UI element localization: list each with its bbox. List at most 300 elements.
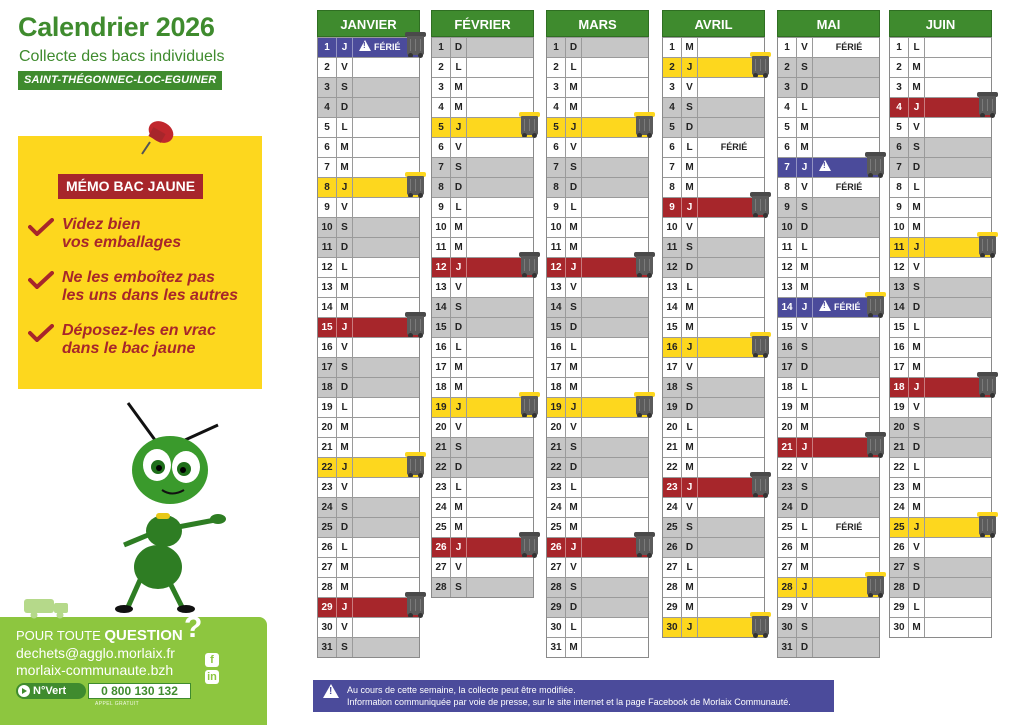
day-number: 16 xyxy=(432,338,451,357)
month-march xyxy=(546,10,649,658)
day-row xyxy=(890,77,991,97)
day-row xyxy=(778,297,879,317)
day-number: 7 xyxy=(778,158,797,177)
day-number: 17 xyxy=(318,358,337,377)
day-note xyxy=(813,538,879,557)
day-letter: L xyxy=(682,278,698,297)
day-note xyxy=(582,178,648,197)
day-number: 5 xyxy=(547,118,566,137)
day-row xyxy=(318,637,419,657)
day-letter: L xyxy=(337,118,353,137)
day-number: 2 xyxy=(778,58,797,77)
day-letter: V xyxy=(682,358,698,377)
day-note xyxy=(925,58,991,77)
day-letter: M xyxy=(451,98,467,117)
day-number: 24 xyxy=(432,498,451,517)
day-letter: V xyxy=(682,498,698,517)
day-number: 16 xyxy=(890,338,909,357)
day-number: 2 xyxy=(432,58,451,77)
day-note xyxy=(582,198,648,217)
day-number: 12 xyxy=(547,258,566,277)
day-letter: V xyxy=(337,478,353,497)
day-number: 1 xyxy=(432,38,451,57)
day-row xyxy=(432,517,533,537)
linkedin-icon[interactable]: in xyxy=(205,670,219,684)
day-number: 4 xyxy=(547,98,566,117)
contact-website[interactable]: morlaix-communaute.bzh xyxy=(16,662,174,678)
day-row xyxy=(778,637,879,657)
day-letter: V xyxy=(566,558,582,577)
day-letter: J xyxy=(682,478,698,497)
day-number: 8 xyxy=(890,178,909,197)
day-row xyxy=(318,477,419,497)
day-row xyxy=(778,217,879,237)
day-letter: V xyxy=(451,418,467,437)
day-note xyxy=(467,38,533,57)
day-letter: S xyxy=(566,578,582,597)
day-number: 10 xyxy=(547,218,566,237)
day-note xyxy=(467,198,533,217)
day-number: 11 xyxy=(318,238,337,257)
day-row xyxy=(778,277,879,297)
day-note xyxy=(582,58,648,77)
day-letter: M xyxy=(909,198,925,217)
day-row xyxy=(432,377,533,397)
day-number: 27 xyxy=(890,558,909,577)
day-letter: L xyxy=(451,478,467,497)
day-row xyxy=(663,497,764,517)
day-number: 30 xyxy=(778,618,797,637)
day-letter: L xyxy=(682,138,698,157)
day-number: 29 xyxy=(318,598,337,617)
day-row xyxy=(778,137,879,157)
day-letter: J xyxy=(909,518,925,537)
day-row xyxy=(318,257,419,277)
month-header: MARS xyxy=(546,10,649,37)
day-number: 27 xyxy=(318,558,337,577)
day-row xyxy=(663,257,764,277)
day-letter: J xyxy=(451,118,467,137)
day-note xyxy=(353,558,419,577)
day-letter: J xyxy=(566,398,582,417)
day-number: 23 xyxy=(547,478,566,497)
day-number: 2 xyxy=(663,58,682,77)
day-number: 6 xyxy=(318,138,337,157)
day-row xyxy=(663,277,764,297)
day-letter: V xyxy=(566,418,582,437)
day-letter: D xyxy=(909,438,925,457)
day-note xyxy=(582,278,648,297)
day-letter: M xyxy=(909,78,925,97)
day-letter: M xyxy=(909,498,925,517)
day-row xyxy=(547,357,648,377)
holiday-label: FÉRIÉ xyxy=(834,302,861,312)
day-number: 15 xyxy=(318,318,337,337)
day-letter: D xyxy=(909,578,925,597)
day-number: 18 xyxy=(547,378,566,397)
day-number: 14 xyxy=(318,298,337,317)
day-number: 7 xyxy=(432,158,451,177)
day-note xyxy=(467,458,533,477)
bin-icon xyxy=(866,152,885,177)
day-row xyxy=(663,537,764,557)
day-number: 29 xyxy=(663,598,682,617)
day-number: 17 xyxy=(432,358,451,377)
day-letter: L xyxy=(451,58,467,77)
day-number: 11 xyxy=(432,238,451,257)
day-row xyxy=(318,457,419,477)
day-letter: M xyxy=(451,238,467,257)
day-row xyxy=(778,77,879,97)
day-row xyxy=(432,117,533,137)
day-number: 2 xyxy=(318,58,337,77)
day-number: 24 xyxy=(778,498,797,517)
day-letter: D xyxy=(566,318,582,337)
day-letter: S xyxy=(909,278,925,297)
day-letter: M xyxy=(337,278,353,297)
day-number: 20 xyxy=(432,418,451,437)
day-number: 16 xyxy=(778,338,797,357)
day-number: 10 xyxy=(663,218,682,237)
day-row xyxy=(547,497,648,517)
day-letter: M xyxy=(337,158,353,177)
day-row xyxy=(890,217,991,237)
day-row xyxy=(432,177,533,197)
day-letter: V xyxy=(451,558,467,577)
day-letter: L xyxy=(451,338,467,357)
day-letter: L xyxy=(682,418,698,437)
day-letter: M xyxy=(566,378,582,397)
day-row xyxy=(432,277,533,297)
day-letter: M xyxy=(337,438,353,457)
day-row xyxy=(432,157,533,177)
day-letter: M xyxy=(337,418,353,437)
day-letter: J xyxy=(337,178,353,197)
day-note xyxy=(467,498,533,517)
day-row xyxy=(778,557,879,577)
day-letter: M xyxy=(797,138,813,157)
day-number: 1 xyxy=(778,38,797,57)
phone-number[interactable]: 0 800 130 132 xyxy=(88,683,191,699)
day-row xyxy=(663,397,764,417)
day-letter: L xyxy=(682,558,698,577)
day-note xyxy=(698,238,764,257)
day-row xyxy=(318,577,419,597)
day-letter: L xyxy=(566,338,582,357)
warning-icon xyxy=(819,160,831,171)
bin-icon xyxy=(978,372,997,397)
day-letter: L xyxy=(451,198,467,217)
bin-icon xyxy=(406,32,425,57)
day-number: 9 xyxy=(547,198,566,217)
day-row xyxy=(890,97,991,117)
day-note xyxy=(698,498,764,517)
day-row xyxy=(432,397,533,417)
day-letter: S xyxy=(337,358,353,377)
bin-icon xyxy=(635,112,654,137)
day-letter: M xyxy=(451,358,467,377)
day-note xyxy=(353,358,419,377)
day-letter: S xyxy=(451,298,467,317)
day-row xyxy=(318,597,419,617)
day-letter: D xyxy=(682,258,698,277)
day-note xyxy=(925,38,991,57)
day-letter: V xyxy=(797,318,813,337)
day-row xyxy=(318,537,419,557)
bin-icon xyxy=(635,252,654,277)
day-number: 13 xyxy=(663,278,682,297)
day-letter: J xyxy=(797,578,813,597)
day-row xyxy=(663,157,764,177)
day-number: 26 xyxy=(547,538,566,557)
day-number: 3 xyxy=(547,78,566,97)
day-letter: D xyxy=(797,358,813,377)
day-number: 23 xyxy=(432,478,451,497)
day-number: 18 xyxy=(318,378,337,397)
day-number: 4 xyxy=(318,98,337,117)
day-number: 13 xyxy=(318,278,337,297)
day-number: 16 xyxy=(318,338,337,357)
day-note xyxy=(925,598,991,617)
day-number: 22 xyxy=(547,458,566,477)
day-letter: D xyxy=(797,218,813,237)
day-row xyxy=(432,297,533,317)
day-note xyxy=(813,258,879,277)
day-letter: M xyxy=(451,78,467,97)
day-number: 15 xyxy=(432,318,451,337)
day-number: 24 xyxy=(663,498,682,517)
day-row xyxy=(778,457,879,477)
day-number: 1 xyxy=(663,38,682,57)
day-row xyxy=(432,57,533,77)
day-number: 10 xyxy=(890,218,909,237)
day-note xyxy=(467,438,533,457)
day-letter: L xyxy=(566,198,582,217)
day-number: 23 xyxy=(318,478,337,497)
day-row xyxy=(778,357,879,377)
day-row xyxy=(890,417,991,437)
bin-icon xyxy=(635,392,654,417)
day-row xyxy=(890,477,991,497)
day-letter: J xyxy=(337,458,353,477)
day-letter: M xyxy=(909,338,925,357)
day-letter: M xyxy=(566,358,582,377)
day-number: 2 xyxy=(547,58,566,77)
day-number: 18 xyxy=(663,378,682,397)
day-row xyxy=(547,377,648,397)
day-row xyxy=(547,217,648,237)
day-note xyxy=(582,418,648,437)
day-number: 1 xyxy=(547,38,566,57)
day-letter: S xyxy=(337,498,353,517)
day-row xyxy=(778,37,879,57)
day-note xyxy=(813,118,879,137)
day-number: 23 xyxy=(890,478,909,497)
day-letter: M xyxy=(797,278,813,297)
day-note xyxy=(353,138,419,157)
day-number: 11 xyxy=(778,238,797,257)
day-letter: M xyxy=(682,578,698,597)
day-number: 18 xyxy=(432,378,451,397)
day-row xyxy=(663,477,764,497)
day-letter: M xyxy=(797,118,813,137)
day-note xyxy=(813,98,879,117)
day-note xyxy=(925,578,991,597)
day-row xyxy=(890,237,991,257)
day-number: 23 xyxy=(663,478,682,497)
day-row xyxy=(890,117,991,137)
day-note xyxy=(925,558,991,577)
day-row xyxy=(663,37,764,57)
day-row xyxy=(778,377,879,397)
day-letter: J xyxy=(797,298,813,317)
bin-icon xyxy=(406,592,425,617)
day-row xyxy=(890,577,991,597)
day-row xyxy=(778,317,879,337)
day-note xyxy=(582,138,648,157)
day-row xyxy=(890,617,991,637)
day-letter: M xyxy=(682,438,698,457)
day-row xyxy=(778,197,879,217)
day-letter: L xyxy=(797,238,813,257)
day-row xyxy=(890,137,991,157)
day-number: 28 xyxy=(890,578,909,597)
day-number: 4 xyxy=(663,98,682,117)
day-number: 6 xyxy=(432,138,451,157)
day-row xyxy=(318,97,419,117)
day-letter: L xyxy=(909,178,925,197)
day-row xyxy=(547,577,648,597)
day-letter: M xyxy=(682,158,698,177)
day-note xyxy=(813,638,879,657)
day-number: 7 xyxy=(318,158,337,177)
day-note xyxy=(813,38,879,57)
day-note xyxy=(698,378,764,397)
day-letter: M xyxy=(337,558,353,577)
page-title: Calendrier 2026 xyxy=(18,12,215,42)
month-february xyxy=(431,10,534,598)
day-row xyxy=(318,357,419,377)
day-row xyxy=(432,537,533,557)
day-number: 16 xyxy=(547,338,566,357)
day-note xyxy=(925,118,991,137)
day-note xyxy=(353,338,419,357)
day-number: 25 xyxy=(547,518,566,537)
recycle-truck-icon xyxy=(22,595,72,619)
day-number: 20 xyxy=(547,418,566,437)
bin-icon xyxy=(866,292,885,317)
day-note xyxy=(925,418,991,437)
day-number: 8 xyxy=(778,178,797,197)
day-note xyxy=(698,218,764,237)
day-row xyxy=(663,177,764,197)
day-note xyxy=(353,198,419,217)
day-number: 1 xyxy=(890,38,909,57)
day-number: 21 xyxy=(547,438,566,457)
day-number: 18 xyxy=(890,378,909,397)
check-icon xyxy=(28,271,54,289)
day-row xyxy=(432,97,533,117)
day-letter: S xyxy=(797,618,813,637)
day-row xyxy=(890,377,991,397)
question-line: POUR TOUTE QUESTION xyxy=(16,627,183,644)
day-number: 8 xyxy=(663,178,682,197)
day-note xyxy=(813,178,879,197)
numero-vert: N°Vert 0 800 130 132 xyxy=(16,683,191,699)
day-number: 11 xyxy=(663,238,682,257)
day-number: 6 xyxy=(890,138,909,157)
day-row xyxy=(778,597,879,617)
day-letter: V xyxy=(797,178,813,197)
day-letter: S xyxy=(566,438,582,457)
day-letter: V xyxy=(797,598,813,617)
day-number: 20 xyxy=(890,418,909,437)
day-row xyxy=(432,197,533,217)
day-note xyxy=(698,518,764,537)
day-row xyxy=(890,337,991,357)
day-note xyxy=(582,598,648,617)
day-row xyxy=(778,397,879,417)
day-letter: L xyxy=(566,618,582,637)
day-letter: M xyxy=(909,478,925,497)
day-note xyxy=(582,578,648,597)
facebook-icon[interactable]: f xyxy=(205,653,219,667)
day-row xyxy=(547,197,648,217)
day-letter: L xyxy=(337,398,353,417)
day-letter: S xyxy=(451,158,467,177)
day-letter: M xyxy=(909,218,925,237)
day-number: 21 xyxy=(663,438,682,457)
day-row xyxy=(547,37,648,57)
day-note xyxy=(813,78,879,97)
commune-badge: SAINT-THÉGONNEC-LOC-EGUINER xyxy=(18,71,222,90)
day-number: 27 xyxy=(547,558,566,577)
day-note xyxy=(353,378,419,397)
day-row xyxy=(432,257,533,277)
day-row xyxy=(778,577,879,597)
day-note xyxy=(467,298,533,317)
contact-email[interactable]: dechets@agglo.morlaix.fr xyxy=(16,645,175,661)
day-number: 3 xyxy=(432,78,451,97)
bin-icon xyxy=(520,252,539,277)
day-letter: D xyxy=(337,98,353,117)
day-letter: M xyxy=(682,298,698,317)
bin-icon xyxy=(751,612,770,637)
day-number: 10 xyxy=(318,218,337,237)
day-row xyxy=(778,157,879,177)
day-number: 25 xyxy=(778,518,797,537)
day-letter: M xyxy=(337,578,353,597)
day-row xyxy=(890,517,991,537)
day-letter: M xyxy=(682,178,698,197)
day-letter: S xyxy=(797,198,813,217)
day-number: 5 xyxy=(778,118,797,137)
month-june xyxy=(889,10,992,638)
day-letter: S xyxy=(337,638,353,657)
day-letter: L xyxy=(797,98,813,117)
memo-title: MÉMO BAC JAUNE xyxy=(58,174,203,199)
day-row xyxy=(663,317,764,337)
day-letter: S xyxy=(566,158,582,177)
day-note xyxy=(467,558,533,577)
day-note xyxy=(813,398,879,417)
day-number: 4 xyxy=(432,98,451,117)
day-number: 5 xyxy=(318,118,337,137)
day-row xyxy=(547,457,648,477)
day-note xyxy=(813,238,879,257)
day-note xyxy=(698,358,764,377)
day-note xyxy=(582,638,648,657)
